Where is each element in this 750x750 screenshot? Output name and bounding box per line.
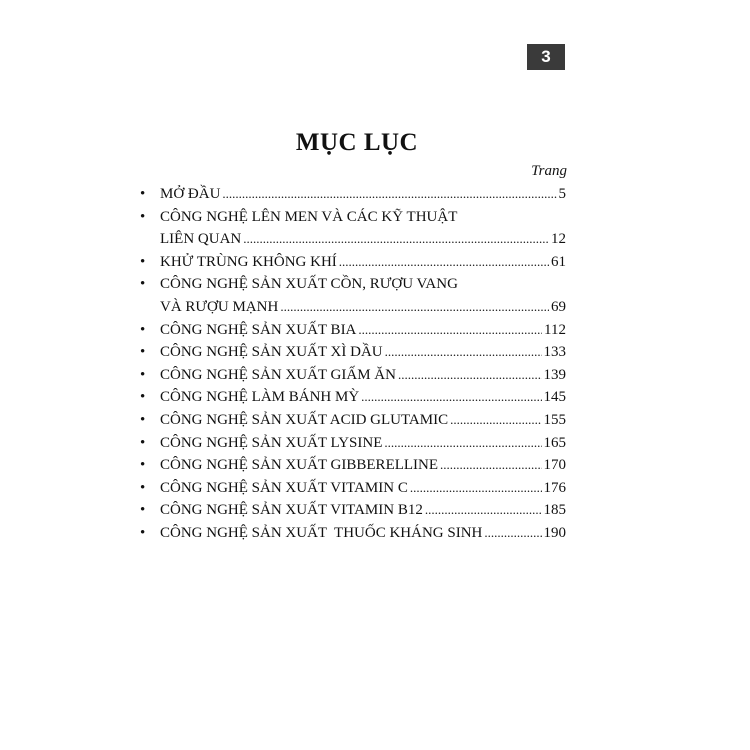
toc-entry-title: CÔNG NGHỆ LÀM BÁNH MỲ xyxy=(160,389,360,406)
toc-entry xyxy=(140,341,566,364)
dot-leader xyxy=(384,432,541,455)
toc-entry-title-line1: CÔNG NGHỆ SẢN XUẤT CỒN, RƯỢU VANG xyxy=(160,276,458,293)
toc-entry-title: CÔNG NGHỆ SẢN XUẤT GIẤM ĂN xyxy=(160,366,396,383)
bullet-icon: • xyxy=(140,389,146,406)
dot-leader xyxy=(243,228,549,251)
toc-entry xyxy=(140,409,566,432)
toc-entry-page: 155 xyxy=(543,411,566,428)
bullet-icon: • xyxy=(140,524,146,541)
table-of-contents xyxy=(140,183,566,545)
bullet-icon: • xyxy=(140,434,146,451)
bullet-icon: • xyxy=(140,321,146,338)
toc-entry-title: CÔNG NGHỆ SẢN XUẤT XÌ DẦU xyxy=(160,344,383,361)
toc-entry xyxy=(140,522,566,545)
toc-entry xyxy=(140,251,566,274)
dot-leader xyxy=(484,522,541,545)
dot-leader xyxy=(450,409,541,432)
toc-entry xyxy=(140,386,566,409)
toc-entry-title: CÔNG NGHỆ SẢN XUẤT VITAMIN C xyxy=(160,479,408,496)
toc-entry-title: KHỬ TRÙNG KHÔNG KHÍ xyxy=(160,253,337,270)
toc-entry-title: CÔNG NGHỆ SẢN XUẤT BIA xyxy=(160,321,357,338)
toc-entry xyxy=(140,319,566,342)
bullet-icon: • xyxy=(140,457,146,474)
toc-entry-title: CÔNG NGHỆ SẢN XUẤT GIBBERELLINE xyxy=(160,457,439,474)
bullet-icon: • xyxy=(140,502,146,519)
dot-leader xyxy=(222,183,556,206)
dot-leader xyxy=(425,499,542,522)
bullet-icon: • xyxy=(140,208,146,225)
dot-leader xyxy=(398,364,542,387)
toc-entry-page: 165 xyxy=(543,434,566,451)
toc-entry-page: 190 xyxy=(543,524,566,541)
dot-leader xyxy=(358,319,542,342)
dot-leader xyxy=(339,251,549,274)
dot-leader xyxy=(361,386,541,409)
toc-entry-page: 185 xyxy=(543,502,566,519)
page-number-badge: 3 xyxy=(527,44,565,70)
toc-entry xyxy=(140,206,566,251)
toc-entry-page: 176 xyxy=(543,479,566,496)
toc-entry-page: 170 xyxy=(543,457,566,474)
toc-entry-page: 5 xyxy=(558,186,566,202)
toc-entry xyxy=(140,432,566,455)
bullet-icon: • xyxy=(140,186,146,202)
toc-entry xyxy=(140,273,566,318)
toc-entry-title: CÔNG NGHỆ SẢN XUẤT LYSINE xyxy=(160,434,383,451)
toc-entry xyxy=(140,477,566,500)
toc-entry-page: 133 xyxy=(543,344,566,361)
toc-entry-page: 145 xyxy=(543,389,566,406)
bullet-icon: • xyxy=(140,253,146,270)
toc-entry-title: CÔNG NGHỆ SẢN XUẤT VITAMIN B12 xyxy=(160,502,423,519)
toc-entry-title: LIÊN QUAN xyxy=(160,231,242,248)
toc-entry-page: 69 xyxy=(551,298,566,315)
toc-entry xyxy=(140,183,566,206)
toc-entry-title: MỞ ĐẦU xyxy=(160,186,221,202)
dot-leader xyxy=(410,477,542,500)
toc-entry xyxy=(140,364,566,387)
toc-entry xyxy=(140,499,566,522)
toc-entry-page: 12 xyxy=(551,231,566,248)
toc-entry-page: 139 xyxy=(543,366,566,383)
bullet-icon: • xyxy=(140,366,146,383)
bullet-icon: • xyxy=(140,344,146,361)
toc-entry-title-line1: CÔNG NGHỆ LÊN MEN VÀ CÁC KỸ THUẬT xyxy=(160,208,458,225)
bullet-icon: • xyxy=(140,276,146,293)
toc-entry-page: 112 xyxy=(544,321,566,338)
toc-entry-page: 61 xyxy=(551,253,566,270)
dot-leader xyxy=(440,454,541,477)
toc-entry xyxy=(140,454,566,477)
toc-title: MỤC LỤC xyxy=(295,129,419,156)
toc-entry-title: CÔNG NGHỆ SẢN XUẤT THUỐC KHÁNG SINH xyxy=(160,524,483,541)
toc-entry-title: VÀ RƯỢU MẠNH xyxy=(160,298,279,315)
dot-leader xyxy=(385,341,542,364)
toc-entry-title: CÔNG NGHỆ SẢN XUẤT ACID GLUTAMIC xyxy=(160,411,449,428)
dot-leader xyxy=(280,296,549,319)
bullet-icon: • xyxy=(140,479,146,496)
page-column-label: Trang xyxy=(531,163,567,179)
bullet-icon: • xyxy=(140,411,146,428)
